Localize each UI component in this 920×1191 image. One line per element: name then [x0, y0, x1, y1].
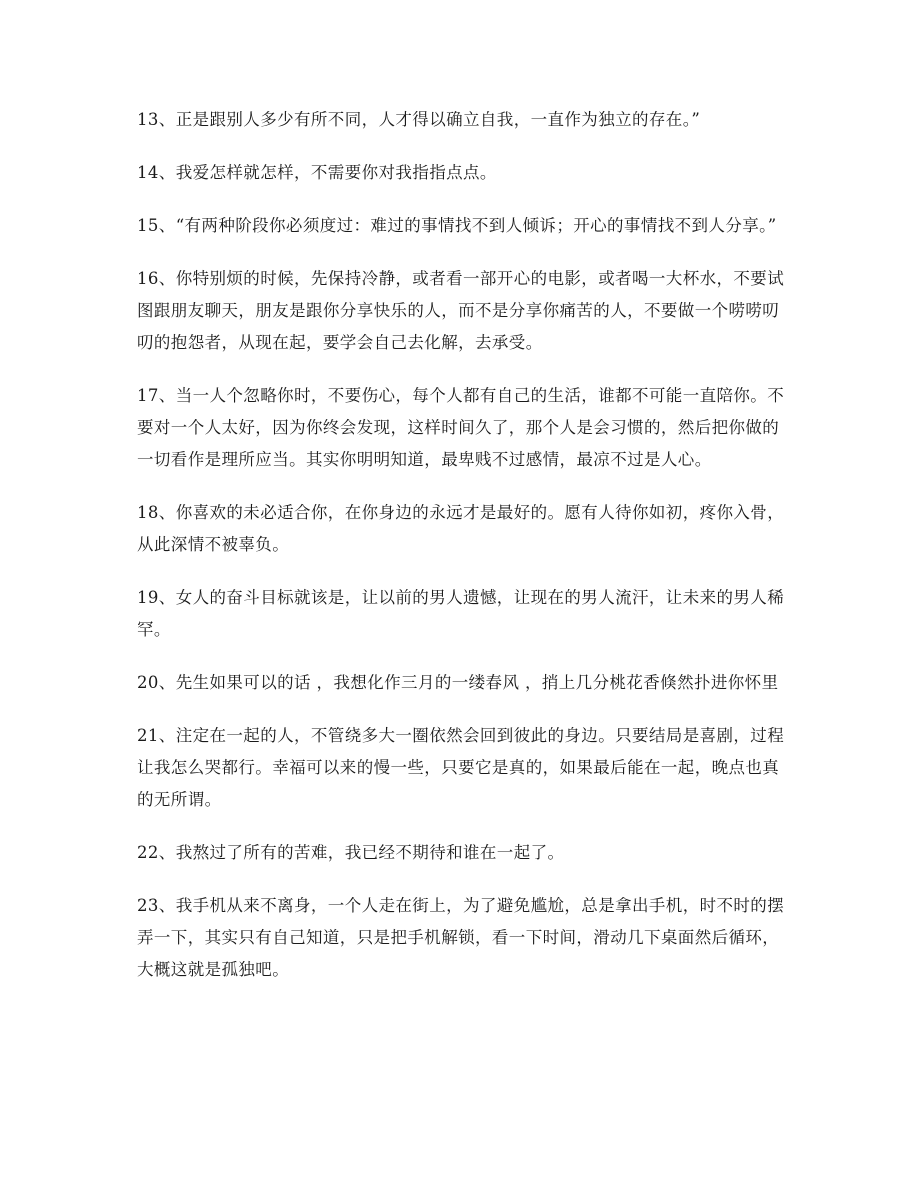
paragraph-18: 18、你喜欢的未必适合你，在你身边的永远才是最好的。愿有人待你如初，疼你入骨，从此深情不被辜负。 — [137, 503, 785, 554]
paragraph-23: 23、我手机从来不离身，一个人走在街上，为了避免尴尬，总是拿出手机，时不时的摆弄一下，其实只有自己知道，只是把手机解锁，看一下时间，滑动几下桌面然后循环，大概这就是孤独吧。 — [137, 896, 785, 979]
paragraph-20: 20、先生如果可以的话 ，我想化作三月的一缕春风 ，捎上几分桃花香倏然扑进你怀里 — [137, 673, 779, 692]
paragraph-19: 19、女人的奋斗目标就该是，让以前的男人遗憾，让现在的男人流汗，让未来的男人稀罕。 — [137, 588, 785, 639]
document-body — [137, 104, 787, 1007]
paragraph-13: 13、正是跟别人多少有所不同，人才得以确立自我，一直作为独立的存在。” — [137, 110, 701, 129]
paragraph-15: 15、“有两种阶段你必须度过：难过的事情找不到人倾诉；开心的事情找不到人分享。” — [137, 216, 777, 235]
paragraph-22: 22、我熬过了所有的苦难，我已经不期待和谁在一起了。 — [137, 843, 565, 862]
paragraph-16: 16、你特别烦的时候，先保持冷静，或者看一部开心的电影，或者喝一大杯水，不要试图跟朋友聊天，朋友是跟你分享快乐的人，而不是分享你痛苦的人，不要做一个唠唠叨叨的抱怨者，从现在起，要学会自己去化解，去承受。 — [137, 269, 785, 352]
paragraph-17: 17、当一人个忽略你时，不要伤心，每个人都有自己的生活，谁都不可能一直陪你。不要对一个人太好，因为你终会发现，这样时间久了，那个人是会习惯的，然后把你做的一切看作是理所应当。其实你明明知道，最卑贱不过感情，最凉不过是人心。 — [137, 386, 785, 469]
paragraph-21: 21、注定在一起的人，不管绕多大一圈依然会回到彼此的身边。只要结局是喜剧，过程让我怎么哭都行。幸福可以来的慢一些，只要它是真的，如果最后能在一起，晚点也真的无所谓。 — [137, 726, 785, 809]
paragraph-14: 14、我爱怎样就怎样，不需要你对我指指点点。 — [137, 163, 497, 182]
